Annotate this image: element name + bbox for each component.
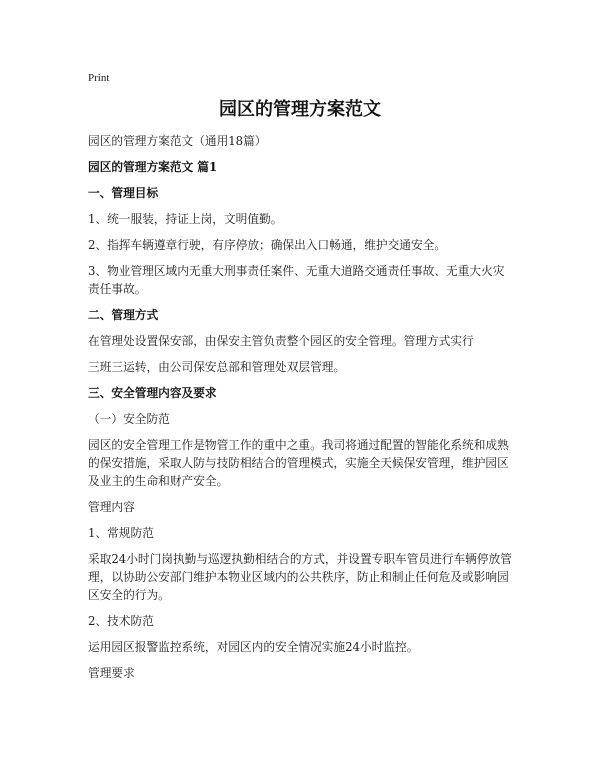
document-subtitle: 园区的管理方案范文（通用18篇） — [88, 134, 267, 148]
article-heading: 园区的管理方案范文 篇1 — [88, 160, 218, 174]
document-title: 园区的管理方案范文 — [219, 99, 381, 120]
paragraph: 2、指挥车辆遵章行驶，有序停放；确保出入口畅通，维护交通安全。 — [88, 238, 447, 252]
subsection-heading: 管理要求 — [88, 666, 135, 680]
document-content — [88, 70, 512, 690]
section-heading-content: 三、安全管理内容及要求 — [88, 386, 217, 400]
paragraph: 园区的安全管理工作是物管工作的重中之重。我司将通过配置的智能化系统和成熟的保安措施，采取人防与技防相结合的管理模式，实施全天候保安管理，维护园区及业主的生命和财产安全。 — [88, 438, 509, 488]
print-link[interactable]: Print — [88, 72, 110, 84]
paragraph: 3、物业管理区域内无重大刑事责任案件、无重大道路交通责任事故、无重大火灾责任事故。 — [88, 264, 505, 296]
section-heading-method: 二、管理方式 — [88, 308, 159, 322]
subsection-heading: 管理内容 — [88, 500, 135, 514]
paragraph: 运用园区报警监控系统，对园区内的安全情况实施24小时监控。 — [88, 640, 419, 654]
section-heading-goals: 一、管理目标 — [88, 186, 159, 200]
subsection-heading: （一）安全防范 — [88, 412, 170, 426]
subsection-heading: 1、常规防范 — [88, 526, 154, 540]
subsection-heading: 2、技术防范 — [88, 614, 154, 628]
paragraph: 三班三运转，由公司保安总部和管理处双层管理。 — [88, 360, 346, 374]
paragraph: 采取24小时门岗执勤与巡逻执勤相结合的方式，并设置专职车管员进行车辆停放管理，以协助公安部门维护本物业区域内的公共秩序，防止和制止任何危及或影响园区安全的行为。 — [88, 552, 512, 602]
paragraph: 1、统一服装，持证上岗，文明值勤。 — [88, 212, 283, 226]
paragraph: 在管理处设置保安部，由保安主管负责整个园区的安全管理。管理方式实行 — [88, 334, 474, 348]
